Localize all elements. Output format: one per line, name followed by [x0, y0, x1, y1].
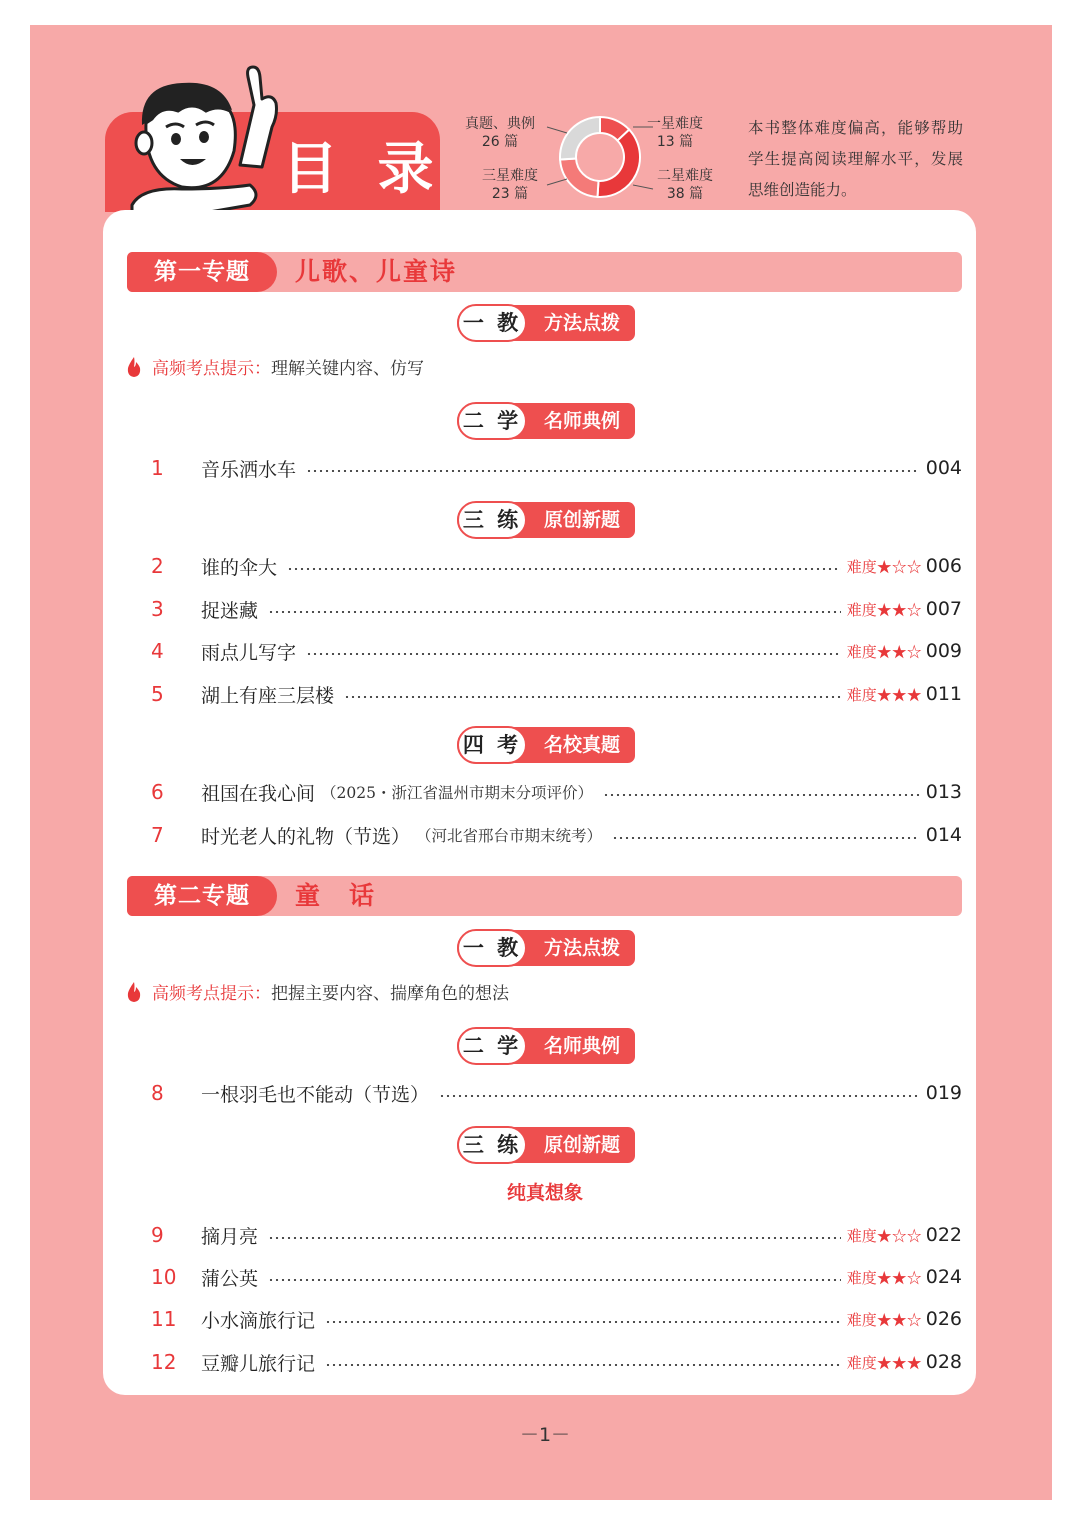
pill-label: 名师典例 — [543, 410, 620, 432]
difficulty-rating — [847, 1352, 922, 1373]
toc-entry[interactable] — [145, 821, 962, 849]
toc-entry[interactable] — [145, 1079, 962, 1107]
entry-title: 小水滴旅行记 — [201, 1309, 316, 1332]
dot-leader — [268, 1237, 841, 1239]
section-pill-learn — [457, 403, 635, 439]
donut-label-three-star — [460, 167, 560, 203]
donut-label-three-star-name: 三星难度 — [482, 168, 538, 184]
difficulty-label: 难度 — [846, 642, 877, 661]
toc-entry[interactable] — [145, 1263, 962, 1291]
star-rating-icon: ★☆☆ — [876, 1226, 922, 1245]
donut-label-two-star — [645, 167, 725, 203]
entry-page: 009 — [925, 640, 962, 662]
entry-page: 026 — [925, 1308, 962, 1330]
section-subhead: 纯真想象 — [506, 1182, 583, 1204]
difficulty-label: 难度 — [846, 1268, 877, 1287]
entry-page: 014 — [925, 824, 962, 846]
entry-title: 音乐洒水车 — [201, 458, 297, 481]
section-pill-exam — [457, 727, 635, 763]
hint-label: 高频考点提示： — [152, 984, 271, 1004]
difficulty-rating — [847, 1225, 922, 1246]
difficulty-label: 难度 — [846, 1226, 877, 1245]
entry-source: （2025・浙江省温州市期末分项评价） — [321, 784, 593, 802]
toc-entry[interactable] — [145, 1305, 962, 1333]
donut-label-two-star-name: 二星难度 — [657, 168, 713, 184]
entry-number: 1 — [151, 456, 164, 480]
donut-label-one-star-name: 一星难度 — [647, 116, 703, 132]
entry-title: 谁的伞大 — [201, 556, 278, 579]
entry-title: 摘月亮 — [201, 1225, 259, 1248]
boy-mascot-icon — [122, 55, 292, 230]
dot-leader — [439, 1095, 920, 1097]
entry-title: 湖上有座三层楼 — [201, 684, 335, 707]
pill-label: 方法点拨 — [543, 937, 620, 959]
hint-text: 把握主要内容、揣摩角色的想法 — [271, 984, 509, 1004]
book-intro: 本书整体难度偏高，能够帮助学生提高阅读理解水平，发展思维创造能力。 — [748, 119, 963, 199]
donut-label-real — [455, 115, 545, 151]
section-pill-practice — [457, 502, 635, 538]
difficulty-rating — [847, 556, 922, 577]
pill-step: 三 练 — [457, 1126, 527, 1164]
difficulty-rating — [847, 641, 922, 662]
pill-label: 名师典例 — [543, 1035, 620, 1057]
entry-number: 9 — [151, 1223, 164, 1247]
star-rating-icon: ★☆☆ — [876, 557, 922, 576]
star-rating-icon: ★★☆ — [876, 642, 922, 661]
difficulty-rating — [847, 1267, 922, 1288]
toc-entry[interactable] — [145, 637, 962, 665]
dot-leader — [268, 611, 841, 613]
topic-banner-1 — [127, 252, 962, 292]
pill-step: 二 学 — [457, 402, 527, 440]
entry-title: 时光老人的礼物（节选） — [201, 825, 411, 848]
difficulty-label: 难度 — [846, 1310, 877, 1329]
donut-slice — [560, 117, 600, 160]
difficulty-label: 难度 — [846, 600, 877, 619]
entry-title: 雨点儿写字 — [201, 641, 297, 664]
entry-number: 2 — [151, 554, 164, 578]
exam-hint-1 — [125, 356, 424, 382]
flame-icon — [125, 356, 143, 378]
donut-slice — [560, 159, 598, 197]
pill-label: 方法点拨 — [543, 312, 620, 334]
star-rating-icon: ★★★ — [876, 1353, 922, 1372]
donut-label-two-star-count: 38 篇 — [666, 186, 704, 202]
entry-page: 007 — [925, 598, 962, 620]
hint-label: 高频考点提示： — [152, 359, 271, 379]
topic-badge: 第二专题 — [127, 876, 277, 916]
entry-page: 004 — [925, 457, 962, 479]
donut-label-three-star-count: 23 篇 — [491, 186, 529, 202]
difficulty-label: 难度 — [846, 1353, 877, 1372]
donut-label-one-star-count: 13 篇 — [656, 134, 694, 150]
dot-leader — [344, 696, 841, 698]
dot-leader — [603, 794, 920, 796]
toc-entry[interactable] — [145, 595, 962, 623]
difficulty-rating — [847, 1309, 922, 1330]
difficulty-rating — [847, 684, 922, 705]
pill-label: 原创新题 — [543, 1134, 620, 1156]
entry-page: 022 — [925, 1224, 962, 1246]
dot-leader — [325, 1364, 841, 1366]
entry-number: 8 — [151, 1081, 164, 1105]
toc-entry[interactable] — [145, 1348, 962, 1376]
page-number: －1－ — [519, 1424, 571, 1446]
entry-page: 006 — [925, 555, 962, 577]
entry-number: 12 — [151, 1350, 177, 1374]
pill-step: 三 练 — [457, 501, 527, 539]
dot-leader — [306, 470, 920, 472]
entry-title: 蒲公英 — [201, 1267, 259, 1290]
exam-hint-2 — [125, 981, 509, 1007]
entry-number: 7 — [151, 823, 164, 847]
entry-title: 祖国在我心间 — [201, 782, 316, 805]
section-pill-teach — [457, 930, 635, 966]
dot-leader — [306, 653, 841, 655]
difficulty-label: 难度 — [846, 557, 877, 576]
section-pill-teach — [457, 305, 635, 341]
entry-title: 豆瓣儿旅行记 — [201, 1352, 316, 1375]
pill-step: 一 教 — [457, 304, 527, 342]
star-rating-icon: ★★★ — [876, 685, 922, 704]
topic-badge: 第一专题 — [127, 252, 277, 292]
difficulty-label: 难度 — [846, 685, 877, 704]
toc-entry[interactable] — [145, 680, 962, 708]
topic-name: 童 话 — [295, 881, 377, 910]
entry-page: 028 — [925, 1351, 962, 1373]
dot-leader — [268, 1279, 841, 1281]
entry-page: 013 — [925, 781, 962, 803]
star-rating-icon: ★★☆ — [876, 1310, 922, 1329]
star-rating-icon: ★★☆ — [876, 600, 922, 619]
section-pill-learn — [457, 1028, 635, 1064]
pill-label: 原创新题 — [543, 509, 620, 531]
entry-title: 捉迷藏 — [201, 599, 259, 622]
donut-leader-line — [547, 127, 567, 133]
difficulty-donut — [455, 105, 745, 210]
topic-name: 儿歌、儿童诗 — [295, 257, 458, 286]
entry-source: （河北省邢台市期末统考） — [416, 827, 603, 845]
entry-number: 11 — [151, 1307, 177, 1331]
toc-entry[interactable] — [145, 454, 962, 482]
entry-page: 011 — [925, 683, 962, 705]
donut-label-real-count: 26 篇 — [481, 134, 519, 150]
flame-icon — [125, 981, 143, 1003]
entry-number: 4 — [151, 639, 164, 663]
entry-page: 024 — [925, 1266, 962, 1288]
toc-entry[interactable] — [145, 1221, 962, 1249]
section-pill-practice — [457, 1127, 635, 1163]
pill-step: 四 考 — [457, 726, 527, 764]
page-title: 目 录 — [282, 137, 444, 202]
donut-label-one-star — [635, 115, 715, 151]
entry-number: 3 — [151, 597, 164, 621]
dot-leader — [612, 837, 920, 839]
star-rating-icon: ★★☆ — [876, 1268, 922, 1287]
entry-number: 5 — [151, 682, 164, 706]
hint-text: 理解关键内容、仿写 — [271, 359, 424, 379]
entry-number: 6 — [151, 780, 164, 804]
entry-page: 019 — [925, 1082, 962, 1104]
topic-banner-2 — [127, 876, 962, 916]
toc-entry[interactable] — [145, 778, 962, 806]
entry-number: 10 — [151, 1265, 177, 1289]
toc-entry[interactable] — [145, 552, 962, 580]
pill-label: 名校真题 — [543, 734, 620, 756]
donut-label-real-name: 真题、典例 — [465, 116, 535, 132]
pill-step: 一 教 — [457, 929, 527, 967]
pill-step: 二 学 — [457, 1027, 527, 1065]
entry-title: 一根羽毛也不能动（节选） — [201, 1083, 430, 1106]
dot-leader — [287, 568, 841, 570]
dot-leader — [325, 1321, 841, 1323]
donut-slice — [597, 130, 640, 197]
difficulty-rating — [847, 599, 922, 620]
